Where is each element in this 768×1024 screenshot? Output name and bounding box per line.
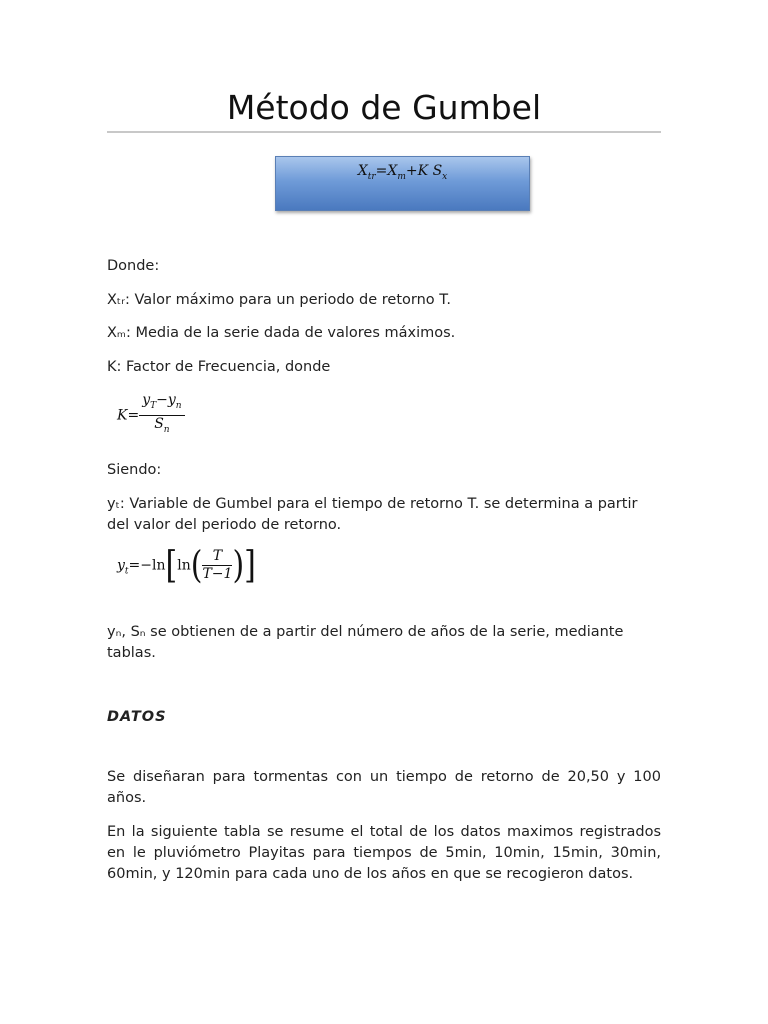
left-bracket: [ xyxy=(165,543,178,587)
formula-eq: = xyxy=(375,163,388,179)
k-lhs: K xyxy=(117,407,128,424)
datos-paragraph-2: En la siguiente tabla se resume el total de los datos maximos registrados en le pluviómetro Playitas para tiempos de 5min, 10min, 15min, 30min, 60min, y 120min para cada uno de los años en que se recogieron datos. xyxy=(107,824,661,882)
title-divider xyxy=(107,131,661,133)
formula-s-sub: x xyxy=(442,171,448,182)
datos-paragraph-1: Se diseñaran para tormentas con un tiempo de retorno de 20,50 y 100 años. xyxy=(107,769,661,806)
right-bracket: ] xyxy=(244,543,256,587)
yt-formula xyxy=(117,543,256,587)
yt-description: yₜ: Variable de Gumbel para el tiempo de retorno T. se determina a partir del valor del periodo de retorno. xyxy=(107,496,638,533)
k-numerator xyxy=(139,392,184,416)
k-num-y: y xyxy=(142,392,151,408)
siendo-label: Siendo: xyxy=(107,462,162,478)
k-num-yn-sub: n xyxy=(175,400,182,411)
formula-plus: + xyxy=(405,163,418,179)
k-eq: = xyxy=(127,407,140,424)
k-formula xyxy=(117,392,185,439)
k-num-yn: y xyxy=(167,392,176,408)
right-paren: ) xyxy=(232,543,245,587)
formula-xtr: X xyxy=(357,163,368,179)
yt-ln: ln xyxy=(177,557,191,574)
yt-numerator: T xyxy=(202,548,232,566)
formula-k: K xyxy=(417,163,429,179)
def-xtr: Xₜᵣ: Valor máximo para un periodo de retorno T. xyxy=(107,292,452,308)
yt-eq: =−ln xyxy=(128,557,166,574)
formula-s: S xyxy=(432,163,443,179)
yt-lhs: y xyxy=(117,557,125,574)
formula-xm: X xyxy=(387,163,398,179)
datos-heading: DATOS xyxy=(107,709,167,725)
yt-lhs-sub: t xyxy=(124,566,129,577)
yt-denominator: T−1 xyxy=(202,566,233,582)
k-num-y-sub: T xyxy=(150,400,157,411)
page-title: Método de Gumbel xyxy=(226,88,542,127)
formula-box xyxy=(275,156,530,211)
gumbel-formula xyxy=(276,163,529,182)
k-den-s-sub: n xyxy=(163,424,170,435)
def-xm: Xₘ: Media de la serie dada de valores máximos. xyxy=(107,325,456,341)
k-denominator xyxy=(139,416,184,439)
left-paren: ( xyxy=(190,543,203,587)
k-minus: − xyxy=(156,392,168,408)
formula-xm-sub: m xyxy=(397,171,406,182)
donde-label: Donde: xyxy=(107,258,160,274)
k-den-s: S xyxy=(154,415,164,432)
def-k: K: Factor de Frecuencia, donde xyxy=(107,359,331,375)
k-fraction xyxy=(139,392,184,439)
yt-fraction xyxy=(202,548,232,583)
formula-xtr-sub: tr xyxy=(367,171,376,182)
yn-description: yₙ, Sₙ se obtienen de a partir del número de años de la serie, mediante tablas. xyxy=(107,624,624,661)
